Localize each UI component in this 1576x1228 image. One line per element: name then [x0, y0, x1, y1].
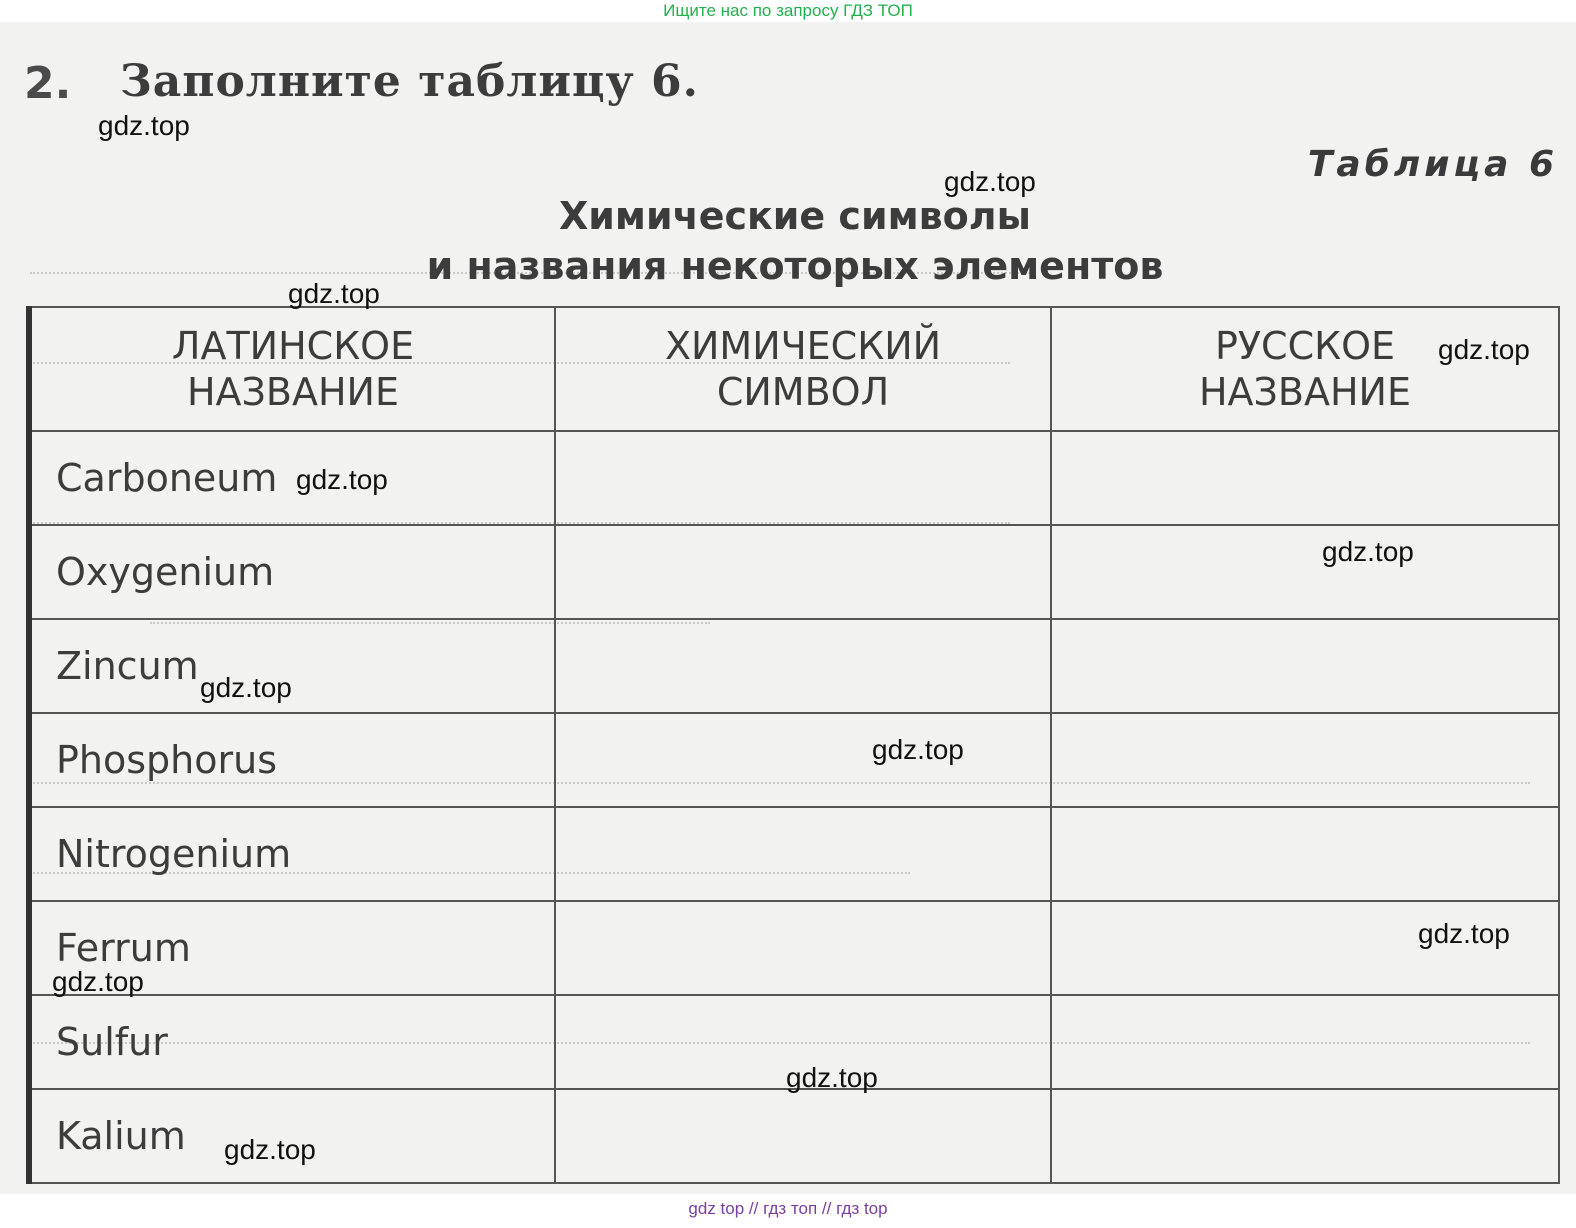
- header-russian-name: РУССКОЕ НАЗВАНИЕ: [1051, 307, 1559, 431]
- russian-name-cell[interactable]: [1051, 431, 1559, 525]
- russian-name-cell[interactable]: [1051, 619, 1559, 713]
- symbol-cell[interactable]: [555, 525, 1051, 619]
- watermark: gdz.top: [52, 966, 144, 997]
- bottom-banner[interactable]: gdz top // гдз топ // гдз top: [688, 1199, 888, 1218]
- latin-name-cell: Kalium: [29, 1089, 555, 1183]
- latin-name-cell: Zincum: [29, 619, 555, 713]
- watermark: gdz.top: [786, 1062, 878, 1093]
- header-latin-name: ЛАТИНСКОЕ НАЗВАНИЕ: [29, 307, 555, 431]
- top-banner[interactable]: Ищите нас по запросу ГДЗ ТОП: [663, 1, 913, 20]
- symbol-cell[interactable]: [555, 901, 1051, 995]
- table-row: [29, 431, 1559, 525]
- task-number: 2.: [24, 58, 72, 109]
- elements-table: [26, 306, 1560, 1184]
- watermark: gdz.top: [224, 1134, 316, 1165]
- watermark: gdz.top: [1418, 918, 1510, 949]
- watermark: gdz.top: [98, 110, 190, 141]
- watermark: gdz.top: [200, 672, 292, 703]
- watermark: gdz.top: [1438, 334, 1530, 365]
- latin-name-cell: Oxygenium: [29, 525, 555, 619]
- table-title-line2: и названия некоторых элементов: [426, 244, 1164, 288]
- latin-name-cell: Carboneum: [29, 431, 555, 525]
- task-text: Заполните таблицу 6.: [120, 56, 699, 107]
- table-header-row: [29, 307, 1559, 431]
- latin-name-cell: Ferrum: [29, 901, 555, 995]
- symbol-cell[interactable]: [555, 431, 1051, 525]
- watermark: gdz.top: [296, 464, 388, 495]
- table-row: [29, 713, 1559, 807]
- latin-name-cell: Nitrogenium: [29, 807, 555, 901]
- russian-name-cell[interactable]: [1051, 525, 1559, 619]
- textbook-page: [0, 22, 1576, 1194]
- table-title-line1: Химические символы: [559, 194, 1031, 238]
- watermark: gdz.top: [288, 278, 380, 309]
- russian-name-cell[interactable]: [1051, 995, 1559, 1089]
- table-row: [29, 807, 1559, 901]
- symbol-cell[interactable]: [555, 807, 1051, 901]
- russian-name-cell[interactable]: [1051, 1089, 1559, 1183]
- russian-name-cell[interactable]: [1051, 713, 1559, 807]
- russian-name-cell[interactable]: [1051, 807, 1559, 901]
- latin-name-cell: Sulfur: [29, 995, 555, 1089]
- latin-name-cell: Phosphorus: [29, 713, 555, 807]
- symbol-cell[interactable]: [555, 1089, 1051, 1183]
- symbol-cell[interactable]: [555, 713, 1051, 807]
- watermark: gdz.top: [1322, 536, 1414, 567]
- table-row: [29, 901, 1559, 995]
- table-label: Таблица 6: [1307, 144, 1558, 185]
- watermark: gdz.top: [872, 734, 964, 765]
- watermark: gdz.top: [944, 166, 1036, 197]
- symbol-cell[interactable]: [555, 619, 1051, 713]
- header-chemical-symbol: ХИМИЧЕСКИЙ СИМВОЛ: [555, 307, 1051, 431]
